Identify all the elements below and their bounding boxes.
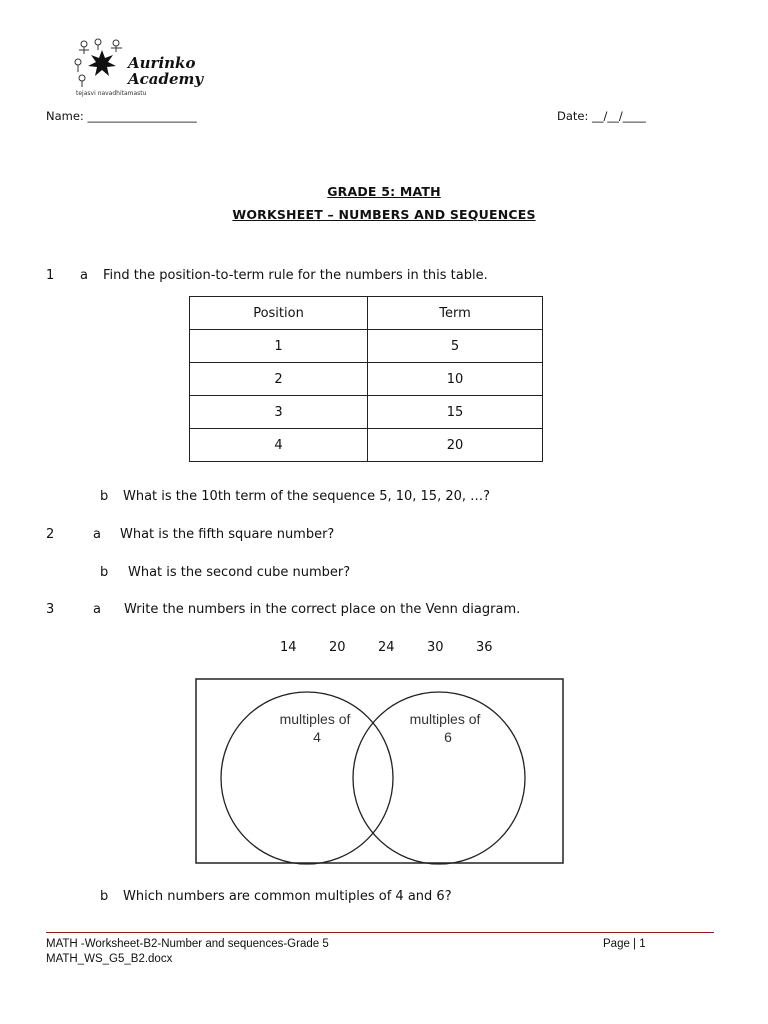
table-cell-term: 15 bbox=[368, 396, 543, 429]
number-list bbox=[280, 640, 525, 655]
footer-file-name: MATH_WS_G5_B2.docx bbox=[46, 953, 173, 965]
table-cell-position: 3 bbox=[190, 396, 368, 429]
table-row bbox=[190, 429, 543, 462]
q2a-text: What is the fifth square number? bbox=[120, 527, 335, 542]
venn-right-label-line2: 6 bbox=[444, 729, 452, 745]
number-item: 20 bbox=[329, 640, 346, 655]
name-field[interactable] bbox=[46, 109, 197, 123]
venn-diagram bbox=[195, 678, 565, 865]
number-item: 36 bbox=[476, 640, 493, 655]
children-star-emblem-icon bbox=[72, 38, 132, 88]
table-cell-term: 20 bbox=[368, 429, 543, 462]
date-label: Date: bbox=[557, 109, 589, 123]
venn-right-label-line1: multiples of bbox=[409, 711, 481, 727]
footer-page-number: Page | 1 bbox=[603, 938, 646, 950]
footer-rule bbox=[46, 932, 714, 933]
venn-frame bbox=[196, 679, 563, 863]
q1-number: 1 bbox=[46, 268, 55, 283]
number-item: 30 bbox=[427, 640, 444, 655]
table-cell-term: 5 bbox=[368, 330, 543, 363]
q1b-letter: b bbox=[100, 489, 109, 504]
table-header-term: Term bbox=[368, 297, 543, 330]
date-blank: __/__/____ bbox=[592, 109, 646, 123]
q1a-letter: a bbox=[80, 268, 88, 283]
sequence-table bbox=[189, 296, 543, 462]
logo-tagline: tejasvi navadhitamastu bbox=[76, 90, 147, 97]
q1a-text: Find the position-to-term rule for the numbers in this table. bbox=[103, 268, 488, 283]
table-header-row bbox=[190, 297, 543, 330]
q3a-text: Write the numbers in the correct place on the Venn diagram. bbox=[124, 602, 521, 617]
name-blank: ___________________ bbox=[87, 109, 197, 123]
number-item: 24 bbox=[378, 640, 395, 655]
table-row bbox=[190, 396, 543, 429]
table-cell-position: 2 bbox=[190, 363, 368, 396]
q2b-letter: b bbox=[100, 565, 109, 580]
q3b-text: Which numbers are common multiples of 4 and 6? bbox=[123, 889, 452, 904]
table-row bbox=[190, 363, 543, 396]
q3a-letter: a bbox=[93, 602, 101, 617]
venn-left-label-line2: 4 bbox=[313, 729, 321, 745]
table-header-position: Position bbox=[190, 297, 368, 330]
q2b-text: What is the second cube number? bbox=[128, 565, 351, 580]
aurinko-academy-logo bbox=[72, 36, 212, 98]
q2a-letter: a bbox=[93, 527, 101, 542]
venn-left-label-line1: multiples of bbox=[279, 711, 351, 727]
q2-number: 2 bbox=[46, 527, 55, 542]
name-label: Name: bbox=[46, 109, 84, 123]
date-field[interactable] bbox=[557, 109, 646, 123]
footer-doc-title: MATH -Worksheet-B2-Number and sequences-Grade 5 bbox=[46, 938, 329, 950]
worksheet-title: WORKSHEET – NUMBERS AND SEQUENCES bbox=[232, 207, 536, 222]
logo-name-line1: Aurinko bbox=[128, 54, 196, 72]
logo-name-line2: Academy bbox=[128, 70, 204, 88]
table-row bbox=[190, 330, 543, 363]
number-item: 14 bbox=[280, 640, 297, 655]
table-cell-position: 4 bbox=[190, 429, 368, 462]
q3-number: 3 bbox=[46, 602, 55, 617]
q1b-text: What is the 10th term of the sequence 5, 10, 15, 20, …? bbox=[123, 489, 491, 504]
grade-title: GRADE 5: MATH bbox=[327, 184, 441, 199]
q3b-letter: b bbox=[100, 889, 109, 904]
table-cell-term: 10 bbox=[368, 363, 543, 396]
table-cell-position: 1 bbox=[190, 330, 368, 363]
